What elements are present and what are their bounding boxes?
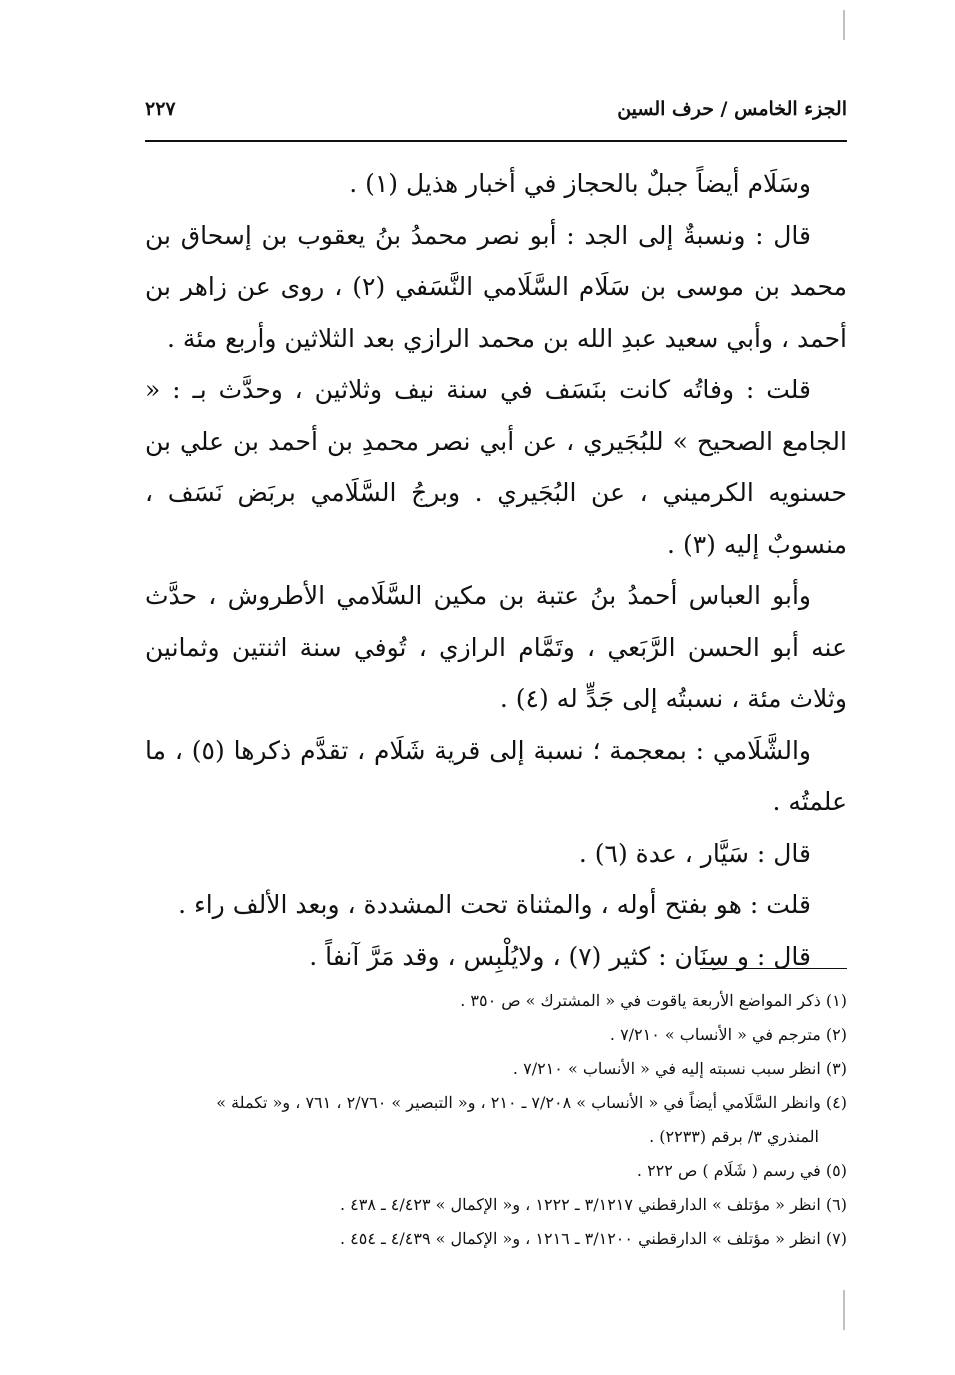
footnote: (٢) مترجم في « الأنساب » ٧/٢١٠ .	[609, 1025, 847, 1044]
paragraph: والشَّلَامي : بمعجمة ؛ نسبة إلى قرية شَلَام ، تقدَّم ذكرها (٥) ، ما علمتُه .	[145, 735, 847, 816]
page-header	[145, 92, 847, 126]
scan-artifact	[843, 1290, 845, 1330]
main-text	[145, 158, 847, 982]
paragraph: قال : ونسبةٌ إلى الجد : أبو نصر محمدُ بنُ يعقوب بن إسحاق بن محمد بن موسى بن سَلَام السَّلَامي النَّسَفي (٢) ، روى عن زاهر بن أحمد ، وأبي سعيد عبدِ الله بن محمد الرازي بعد الثلاثين وأربع مئة .	[145, 220, 847, 353]
paragraph: قال : و سِنَان : كثير (٧) ، ولايُلْبِس ، وقد مَرَّ آنفاً .	[309, 941, 811, 971]
footnote: (٣) انظر سبب نسبته إليه في « الأنساب » ٧/٢١٠ .	[512, 1059, 847, 1078]
footnote: (٥) في رسم ( شَلَام ) ص ٢٢٢ .	[636, 1161, 847, 1180]
footnote: (١) ذكر المواضع الأربعة ياقوت في « المشترك » ص ٣٥٠ .	[460, 991, 847, 1010]
running-title: الجزء الخامس / حرف السين	[617, 98, 847, 120]
paragraph: وأبو العباس أحمدُ بنُ عتبة بن مكين السَّلَامي الأطروش ، حدَّث عنه أبو الحسن الرَّبَعي ، وتَمَّام الرازي ، تُوفي سنة اثنتين وثمانين وثلاث مئة ، نسبتُه إلى جَدٍّ له (٤) .	[145, 581, 847, 713]
footnote: (٧) انظر « مؤتلف » الدارقطني ٣/١٢٠٠ ـ ١٢١٦ ، و« الإكمال » ٤/٤٣٩ ـ ٤٥٤ .	[339, 1229, 847, 1248]
page-number: ٢٢٧	[145, 98, 176, 120]
footnote-continuation: المنذري ٣/ برقم (٢٢٣٣) .	[649, 1127, 819, 1146]
scan-artifact	[843, 10, 845, 40]
paragraph: قلت : هو بفتح أوله ، والمثناة تحت المشددة ، وبعد الألف راء .	[178, 890, 811, 919]
paragraph: وسَلَام أيضاً جبلٌ بالحجاز في أخبار هذيل (١) .	[349, 169, 811, 198]
footnote: (٤) وانظر السَّلَامي أيضاً في « الأنساب » ٧/٢٠٨ ـ ٢١٠ ، و« التبصير » ٢/٧٦٠ ، ٧٦١ ، و« تكملة »	[216, 1093, 847, 1112]
header-rule	[145, 140, 847, 142]
footnotes	[145, 984, 847, 1256]
footnote: (٦) انظر « مؤتلف » الدارقطني ٣/١٢١٧ ـ ١٢٢٢ ، و« الإكمال » ٤/٤٢٣ ـ ٤٣٨ .	[339, 1195, 847, 1214]
footnote-separator	[700, 968, 847, 969]
paragraph: قال : سَيَّار ، عدة (٦) .	[578, 838, 811, 868]
paragraph: قلت : وفاتُه كانت بنَسَف في سنة نيف وثلاثين ، وحدَّث بـ : « الجامع الصحيح » للبُجَيري ، عن أبي نصر محمدِ بن أحمد بن علي بن حسنويه الكرميني ، عن البُجَيري . وبرجُ السَّلَامي بربَض نَسَف ، منسوبٌ إليه (٣) .	[145, 375, 847, 559]
